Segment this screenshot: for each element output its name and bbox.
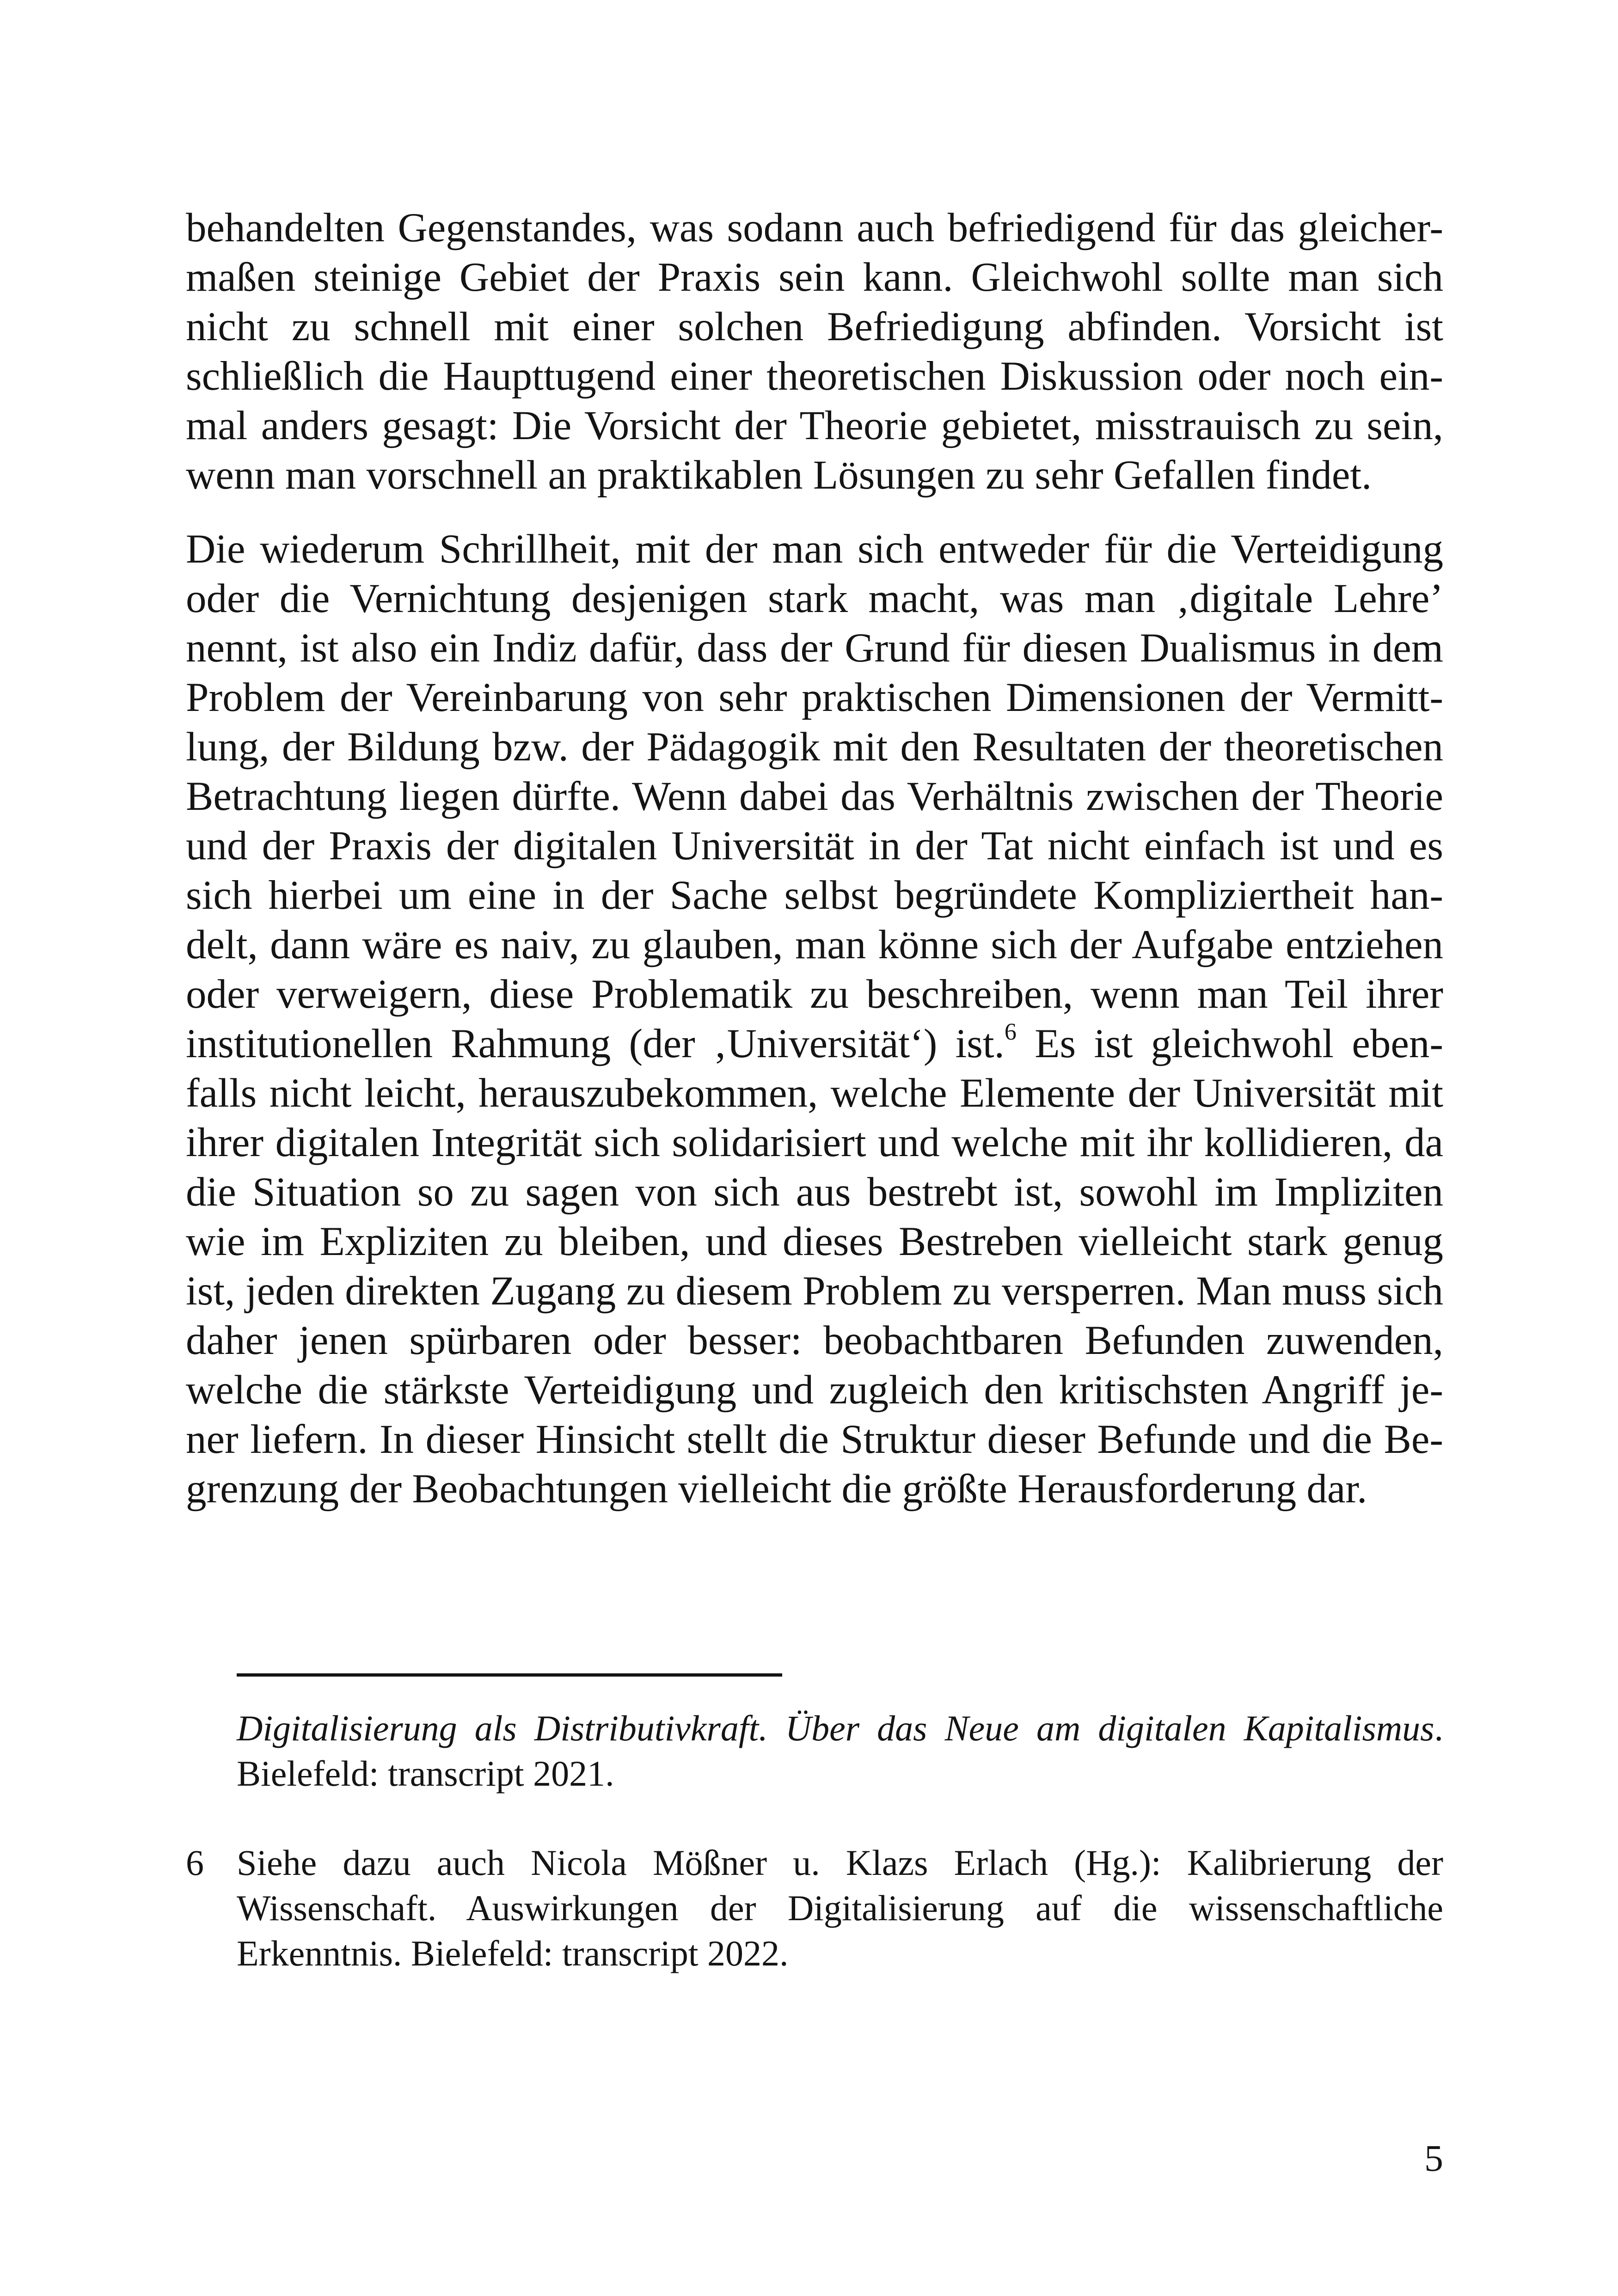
text-line: lung, der Bildung bzw. der Pädagogik mit den Resultaten der theoretischen <box>186 724 1443 770</box>
footnote-line: Erkenntnis. Bielefeld: transcript 2022. <box>237 1933 789 1973</box>
text-segment: Es ist gleichwohl eben- <box>1016 1021 1443 1066</box>
text-line: delt, dann wäre es naiv, zu glauben, man könne sich der Aufgabe entziehen <box>186 922 1443 967</box>
footnote-reference[interactable]: 6 <box>1004 1019 1017 1045</box>
text-line: wie im Expliziten zu bleiben, und dieses Bestreben vielleicht stark genug <box>186 1219 1443 1264</box>
text-line: wenn man vorschnell an praktikablen Lösungen zu sehr Gefallen findet. <box>186 453 1372 498</box>
text-line: ist, jeden direkten Zugang zu diesem Problem zu versperren. Man muss sich <box>186 1268 1443 1314</box>
text-line-with-footnote-ref <box>186 1019 1443 1069</box>
text-line: welche die stärkste Verteidigung und zugleich den kritischsten Angriff je- <box>186 1367 1443 1413</box>
footnote-line: Siehe dazu auch Nicola Mößner u. Klazs Erlach (Hg.): Kalibrierung der <box>237 1843 1443 1883</box>
footnote-6 <box>186 1840 1443 1976</box>
page-number: 5 <box>1424 2137 1443 2179</box>
text-line: Die wiederum Schrillheit, mit der man sich entweder für die Verteidigung <box>186 527 1443 572</box>
text-line: maßen steinige Gebiet der Praxis sein kann. Gleichwohl sollte man sich <box>186 255 1443 300</box>
footnote-body <box>237 1840 1443 1976</box>
footnote-italic-title: Digitalisierung als Distributivkraft. Über das Neue am digitalen Kapitalismus <box>237 1708 1434 1748</box>
footnote-line <box>237 1706 1443 1751</box>
text-line: sich hierbei um eine in der Sache selbst begründete Kompliziertheit han- <box>186 873 1443 918</box>
text-line: Betrachtung liegen dürfte. Wenn dabei das Verhältnis zwischen der Theorie <box>186 774 1443 819</box>
text-line: mal anders gesagt: Die Vorsicht der Theorie gebietet, misstrauisch zu sein, <box>186 403 1443 448</box>
text-line: ner liefern. In dieser Hinsicht stellt die Struktur dieser Befunde und die Be- <box>186 1417 1443 1462</box>
text-line: die Situation so zu sagen von sich aus bestrebt ist, sowohl im Impliziten <box>186 1169 1443 1215</box>
footnote-title-end: . <box>1434 1708 1443 1748</box>
text-line: falls nicht leicht, herauszubekommen, welche Elemente der Universität mit <box>186 1071 1443 1116</box>
text-line: schließlich die Haupttugend einer theoretischen Diskussion oder noch ein- <box>186 354 1443 399</box>
footnote-number: 6 <box>186 1843 204 1883</box>
footnote-continued <box>237 1706 1443 1796</box>
paragraph-2 <box>186 525 1443 1514</box>
text-line: behandelten Gegenstandes, was sodann auch befriedigend für das gleicher- <box>186 205 1443 251</box>
text-line: oder verweigern, diese Problematik zu beschreiben, wenn man Teil ihrer <box>186 972 1443 1017</box>
text-line: grenzung der Beobachtungen vielleicht die größte Herausforderung dar. <box>186 1466 1367 1512</box>
footnotes <box>186 1706 1443 1976</box>
footnote-line: Bielefeld: transcript 2021. <box>237 1753 614 1794</box>
paragraph-1 <box>186 203 1443 500</box>
main-text <box>186 203 1443 1538</box>
text-line: und der Praxis der digitalen Universität in der Tat nicht einfach ist und es <box>186 823 1443 869</box>
footnote-line: Wissenschaft. Auswirkungen der Digitalisierung auf die wissenschaftliche <box>237 1888 1443 1928</box>
text-line: ihrer digitalen Integrität sich solidarisiert und welche mit ihr kollidieren, da <box>186 1120 1443 1165</box>
footnote-separator <box>237 1673 782 1677</box>
text-line: nicht zu schnell mit einer solchen Befriedigung abfinden. Vorsicht ist <box>186 304 1443 349</box>
text-segment: institutionellen Rahmung (der ‚Universität‘) ist. <box>186 1021 1005 1066</box>
text-line: oder die Vernichtung desjenigen stark macht, was man ‚digitale Lehre’ <box>186 576 1443 621</box>
text-line: Problem der Vereinbarung von sehr praktischen Dimensionen der Vermitt- <box>186 675 1443 720</box>
text-line: nennt, ist also ein Indiz dafür, dass der Grund für diesen Dualismus in dem <box>186 625 1443 671</box>
text-line: daher jenen spürbaren oder besser: beobachtbaren Befunden zuwenden, <box>186 1318 1443 1363</box>
